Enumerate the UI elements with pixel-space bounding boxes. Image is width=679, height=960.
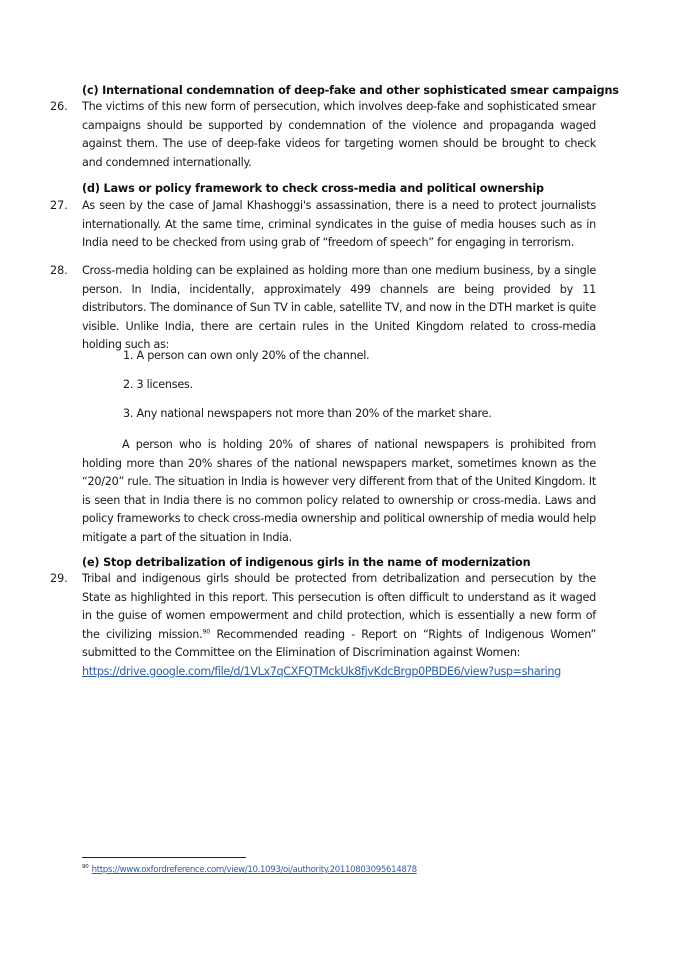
footnote-divider (82, 857, 246, 858)
footnote-number: 90 (82, 864, 89, 871)
paragraph-26: The victims of this new form of persecution, which involves deep-fake and sophisticated smear campaigns should be supported by condemnation of the violence and propaganda waged against them. The use of deep-fake videos for targeting women should be brought to check and condemned internationally. (82, 100, 596, 169)
paragraph-28: Cross-media holding can be explained as holding more than one medium business, by a single person. In India, incidentally, approximately 499 channels are being provided by 11 distributors. The dominance of Sun TV in cable, satellite TV, and now in the DTH market is quite visible. Unlike India, there are certain rules in the United Kingdom related to cross-media holding such as: (82, 264, 596, 351)
paragraph-28-continuation: A person who is holding 20% of shares of national newspapers is prohibited from holding more than 20% shares of the national newspapers market, sometimes known as the “20/20” rule. The situation in India is however very different from that of the United Kingdom. It is seen that in India there is no common policy related to ownership or cross-media. Laws and policy frameworks to check cross-media ownership and political ownership of media would help mitigate a part of the situation in India. (82, 438, 596, 544)
footnote-link[interactable]: https://www.oxfordreference.com/view/10.1093/oi/authority.20110803095614878 (91, 865, 417, 875)
section-heading-e: (e) Stop detribalization of indigenous girls in the name of modernization (82, 556, 531, 569)
list-item-3: 3. Any national newspapers not more than 20% of the market share. (123, 407, 492, 420)
section-heading-c: (c) International condemnation of deep-fake and other sophisticated smear campaigns (82, 84, 619, 97)
paragraph-29-text-part2: Recommended reading - Report on “Rights of Indigenous Women” submitted to the Committee on the Elimination of Discrimination against Women: (82, 627, 596, 659)
paragraph-29-text-part1: Tribal and indigenous girls should be protected from detribalization and persecution by the State as highlighted in this report. This persecution is often difficult to understand as it waged in the guise of women empowerment and child protection, which is essentially a new form of the civilizing mission. (82, 572, 596, 641)
paragraph-29 (82, 570, 596, 681)
recommended-reading-link[interactable]: https://drive.google.com/file/d/1VLx7qCXFQTMckUk8fjvKdcBrgp0PBDE6/view?usp=sharing (82, 664, 561, 678)
paragraph-27: As seen by the case of Jamal Khashoggi's assassination, there is a need to protect journalists internationally. At the same time, criminal syndicates in the guise of media houses such as in India need to be checked from using grab of “freedom of speech” for engaging in terrorism. (82, 199, 596, 249)
item-number-26: 26. (50, 100, 68, 113)
section-heading-d: (d) Laws or policy framework to check cross-media and political ownership (82, 182, 544, 195)
item-number-27: 27. (50, 199, 68, 212)
item-number-29: 29. (50, 572, 68, 585)
footnote-reference[interactable]: 90 (202, 626, 211, 635)
footnote (82, 865, 417, 875)
list-item-1: 1. A person can own only 20% of the channel. (123, 349, 370, 362)
list-item-2: 2. 3 licenses. (123, 378, 193, 391)
item-number-28: 28. (50, 264, 68, 277)
